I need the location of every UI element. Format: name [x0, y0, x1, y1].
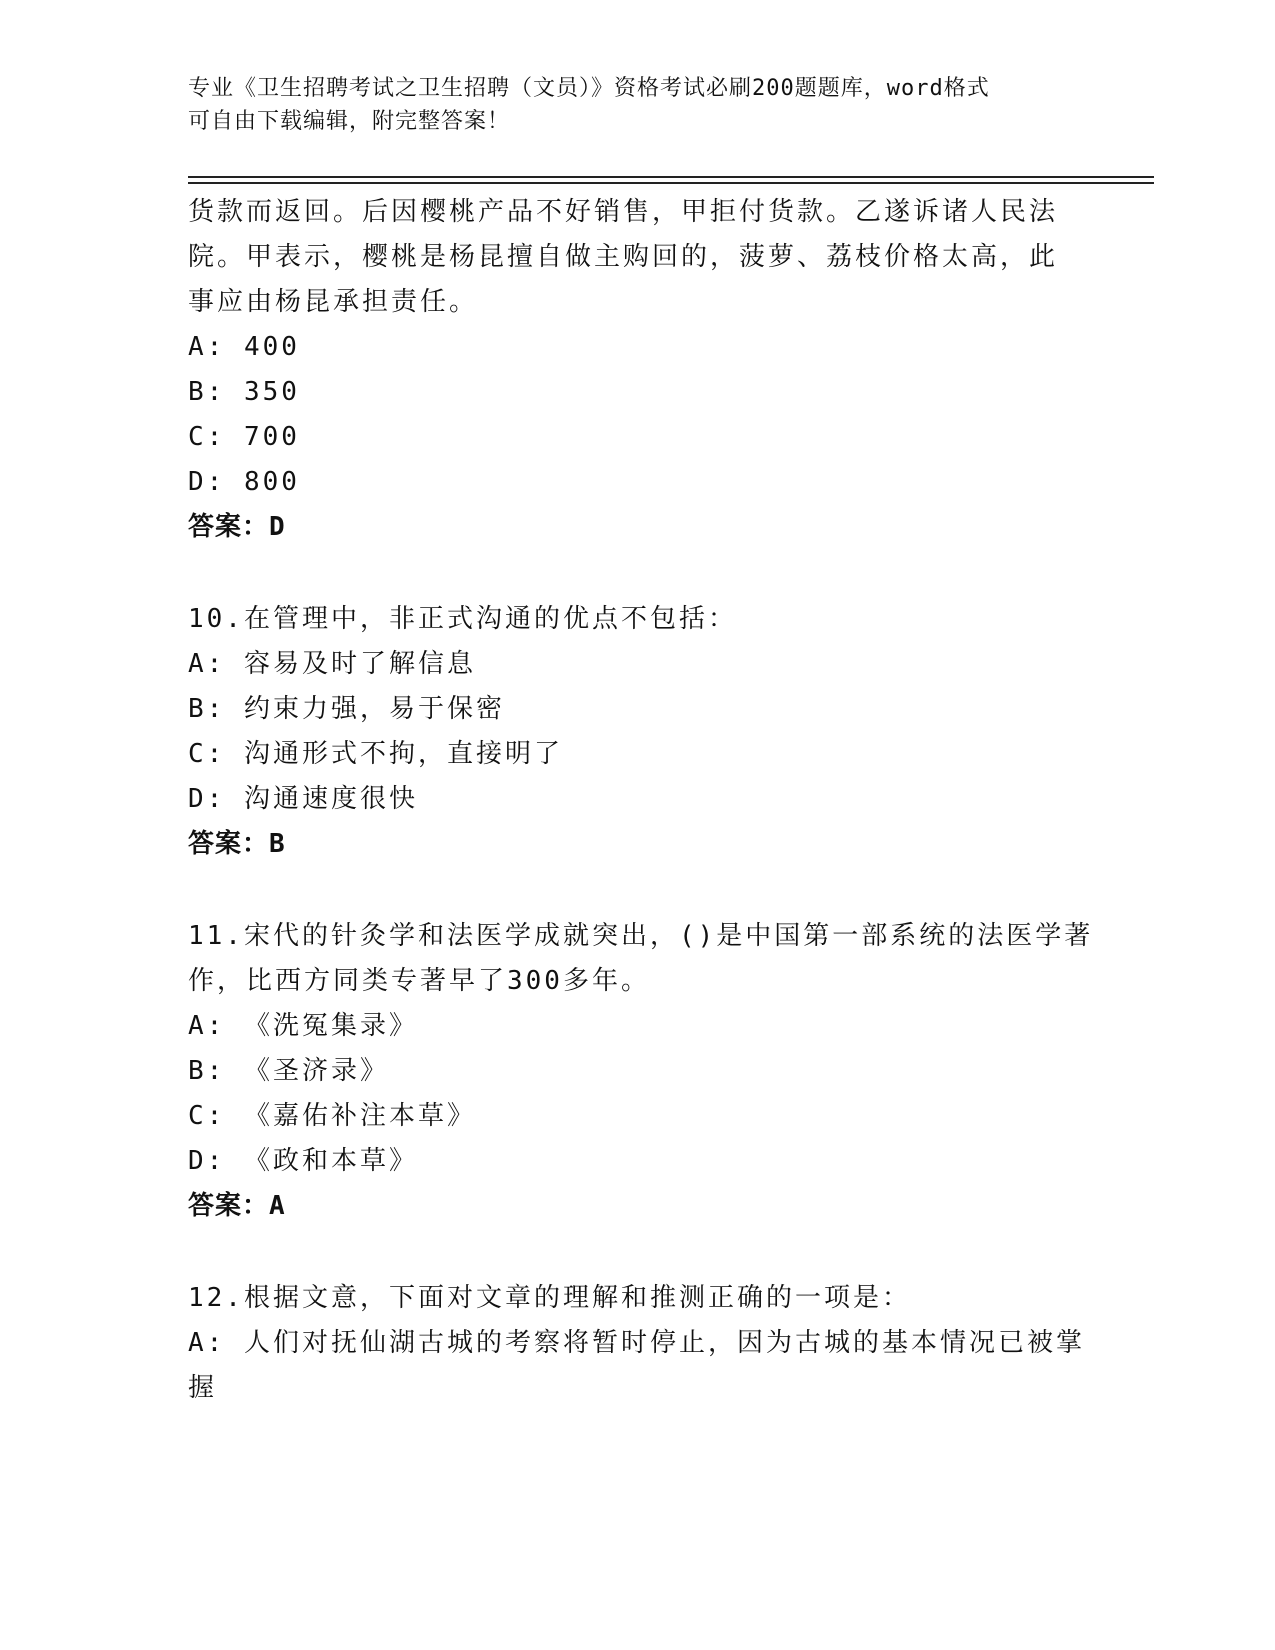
question-10-answer: 答案：B	[188, 829, 286, 859]
question-10-option-b: B: 约束力强，易于保密	[188, 694, 505, 724]
question-9-option-b: B: 350	[188, 377, 300, 407]
question-9-text-line-1: 货款而返回。后因樱桃产品不好销售，甲拒付货款。乙遂诉诸人民法	[188, 197, 1059, 227]
question-10-option-d: D: 沟通速度很快	[188, 784, 418, 814]
question-spacer	[188, 550, 1088, 597]
question-11-stem-line-1: 11.宋代的针灸学和法医学成就突出，()是中国第一部系统的法医学著	[188, 921, 1094, 951]
header-line-1: 专业《卫生招聘考试之卫生招聘（文员）》资格考试必刷200题题库，word格式	[188, 76, 990, 101]
question-11	[188, 914, 1094, 1229]
question-12	[188, 1276, 1088, 1411]
question-11-stem-line-2: 作，比西方同类专著早了300多年。	[188, 966, 650, 996]
question-12-option-a-line-1: A: 人们对抚仙湖古城的考察将暂时停止，因为古城的基本情况已被掌	[188, 1328, 1085, 1358]
question-9-text-line-2: 院。甲表示，樱桃是杨昆擅自做主购回的，菠萝、荔枝价格太高，此	[188, 242, 1059, 272]
question-11-answer: 答案：A	[188, 1191, 286, 1221]
question-spacer	[188, 867, 1088, 914]
question-9-option-c: C: 700	[188, 422, 300, 452]
question-10	[188, 597, 1088, 867]
header-divider-top	[188, 176, 1154, 178]
question-9	[188, 190, 1088, 550]
question-spacer	[188, 1229, 1088, 1276]
question-10-option-c: C: 沟通形式不拘，直接明了	[188, 739, 563, 769]
question-9-answer: 答案：D	[188, 512, 286, 542]
question-12-stem: 12.根据文意，下面对文章的理解和推测正确的一项是：	[188, 1283, 911, 1313]
question-list	[188, 190, 1094, 1411]
question-12-option-a-line-2: 握	[188, 1373, 218, 1403]
question-10-stem: 10.在管理中，非正式沟通的优点不包括：	[188, 604, 737, 634]
question-11-option-a: A: 《洗冤集录》	[188, 1011, 418, 1041]
question-9-option-a: A: 400	[188, 332, 300, 362]
question-11-option-d: D: 《政和本草》	[188, 1146, 418, 1176]
header-line-2: 可自由下载编辑，附完整答案！	[188, 109, 511, 134]
question-9-option-d: D: 800	[188, 467, 300, 497]
header-divider-bottom	[188, 182, 1154, 184]
question-10-option-a: A: 容易及时了解信息	[188, 649, 476, 679]
question-11-option-c: C: 《嘉佑补注本草》	[188, 1101, 476, 1131]
question-11-option-b: B: 《圣济录》	[188, 1056, 389, 1086]
question-9-text-line-3: 事应由杨昆承担责任。	[188, 287, 479, 317]
document-header	[188, 72, 1088, 138]
